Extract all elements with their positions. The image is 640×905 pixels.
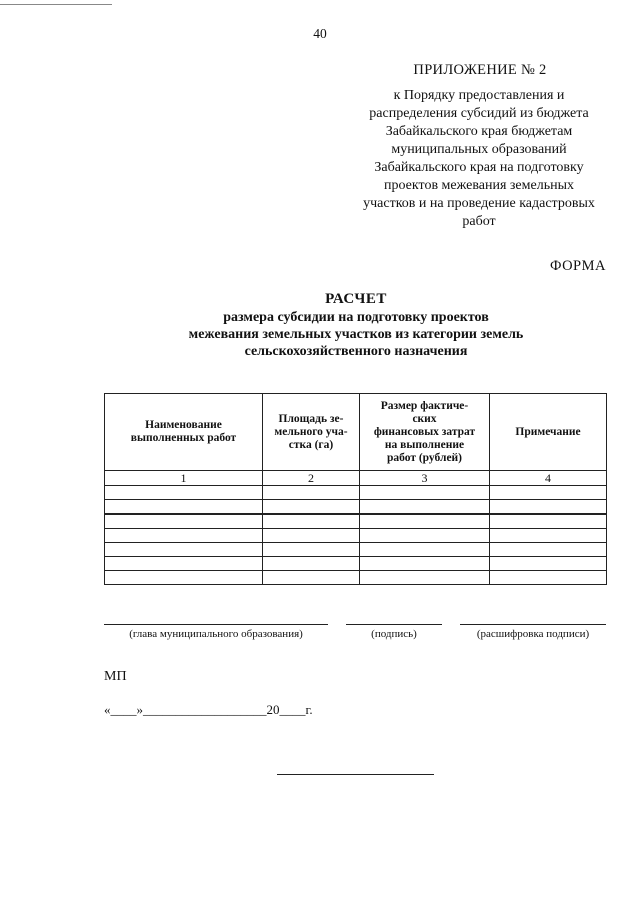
table-cell[interactable] (360, 543, 490, 557)
signature-decoding-line[interactable] (460, 624, 606, 625)
table-cell[interactable] (360, 500, 490, 515)
table-cell[interactable] (490, 500, 607, 515)
table-row (105, 514, 607, 529)
table-header-row (105, 394, 607, 471)
page-number: 40 (313, 26, 327, 41)
table-header-cell (263, 394, 360, 471)
document-subheading-line: размера субсидии на подготовку проектов (223, 310, 489, 325)
head-signature-line[interactable] (104, 624, 328, 625)
signature-line[interactable] (346, 624, 442, 625)
table-row (105, 500, 607, 515)
table-cell[interactable] (263, 486, 360, 500)
header-text-line: стка (га) (288, 438, 334, 451)
table-header-cell (490, 394, 607, 471)
table-cell[interactable] (360, 571, 490, 585)
table-header-cell (360, 394, 490, 471)
table-row (105, 543, 607, 557)
table-cell[interactable] (105, 500, 263, 515)
table-cell[interactable] (263, 557, 360, 571)
table-cell[interactable] (360, 486, 490, 500)
table-cell[interactable] (105, 543, 263, 557)
table-cell[interactable] (360, 557, 490, 571)
top-rule (0, 4, 112, 5)
date-line[interactable]: «____»___________________20____г. (104, 702, 313, 717)
appendix-subtitle-line: распределения субсидий из бюджета (369, 106, 589, 121)
signature-caption: (подпись) (371, 628, 417, 640)
appendix-subtitle-line: работ (462, 214, 496, 229)
column-number-cell: 1 (105, 471, 263, 486)
header-text-line: ских (412, 412, 437, 425)
appendix-title: ПРИЛОЖЕНИЕ № 2 (413, 62, 547, 78)
table-cell[interactable] (105, 557, 263, 571)
table-cell[interactable] (263, 543, 360, 557)
header-text-line: мельного уча- (274, 425, 348, 438)
head-signature-caption: (глава муниципального образования) (129, 628, 303, 640)
appendix-subtitle-line: Забайкальского края бюджетам (385, 124, 573, 139)
document-subheading-line: сельскохозяйственного назначения (244, 344, 468, 359)
table-cell[interactable] (490, 557, 607, 571)
table-cell[interactable] (360, 514, 490, 529)
table-cell[interactable] (263, 529, 360, 543)
document-subheading (0, 309, 640, 360)
header-text-line: Размер фактиче- (380, 399, 469, 412)
table-row (105, 529, 607, 543)
header-text-line: на выполнение (384, 438, 465, 451)
table-cell[interactable] (105, 529, 263, 543)
table-cell[interactable] (490, 543, 607, 557)
appendix-subtitle-line: проектов межевания земельных (384, 178, 574, 193)
header-text-line: Наименование (145, 419, 222, 431)
table-cell[interactable] (263, 571, 360, 585)
appendix-subtitle-line: Забайкальского края на подготовку (374, 160, 584, 175)
table-cell[interactable] (263, 514, 360, 529)
table-cell[interactable] (105, 571, 263, 585)
table-cell[interactable] (105, 486, 263, 500)
column-number-cell: 2 (263, 471, 360, 486)
header-text-line: Примечание (515, 425, 581, 438)
signature-decoding-caption: (расшифровка подписи) (476, 628, 590, 640)
appendix-subtitle-line: участков и на проведение кадастровых (363, 196, 595, 211)
header-text-line: выполненных работ (130, 432, 237, 444)
appendix-subtitle-line: к Порядку предоставления и (393, 88, 565, 103)
appendix-subtitle (348, 87, 610, 231)
table-row (105, 557, 607, 571)
table-cell[interactable] (490, 486, 607, 500)
stamp-label: МП (104, 669, 127, 684)
table-header-cell (105, 394, 263, 471)
table-column-number-row (105, 471, 607, 486)
table-row (105, 571, 607, 585)
table-cell[interactable] (490, 571, 607, 585)
appendix-subtitle-line: муниципальных образований (391, 142, 567, 157)
table-cell[interactable] (490, 514, 607, 529)
form-label: ФОРМА (549, 258, 606, 274)
column-number-cell: 3 (360, 471, 490, 486)
calculation-table (104, 393, 607, 585)
table-cell[interactable] (263, 500, 360, 515)
table-cell[interactable] (360, 529, 490, 543)
table-row (105, 486, 607, 500)
table-cell[interactable] (105, 514, 263, 529)
column-number-cell: 4 (490, 471, 607, 486)
header-text-line: финансовых затрат (373, 425, 476, 438)
header-text-line: работ (рублей) (386, 451, 462, 464)
table-cell[interactable] (490, 529, 607, 543)
header-text-line: Площадь зе- (278, 412, 344, 425)
document-subheading-line: межевания земельных участков из категории земель (188, 327, 524, 342)
document-heading: РАСЧЕТ (325, 291, 387, 307)
bottom-rule (277, 774, 434, 775)
